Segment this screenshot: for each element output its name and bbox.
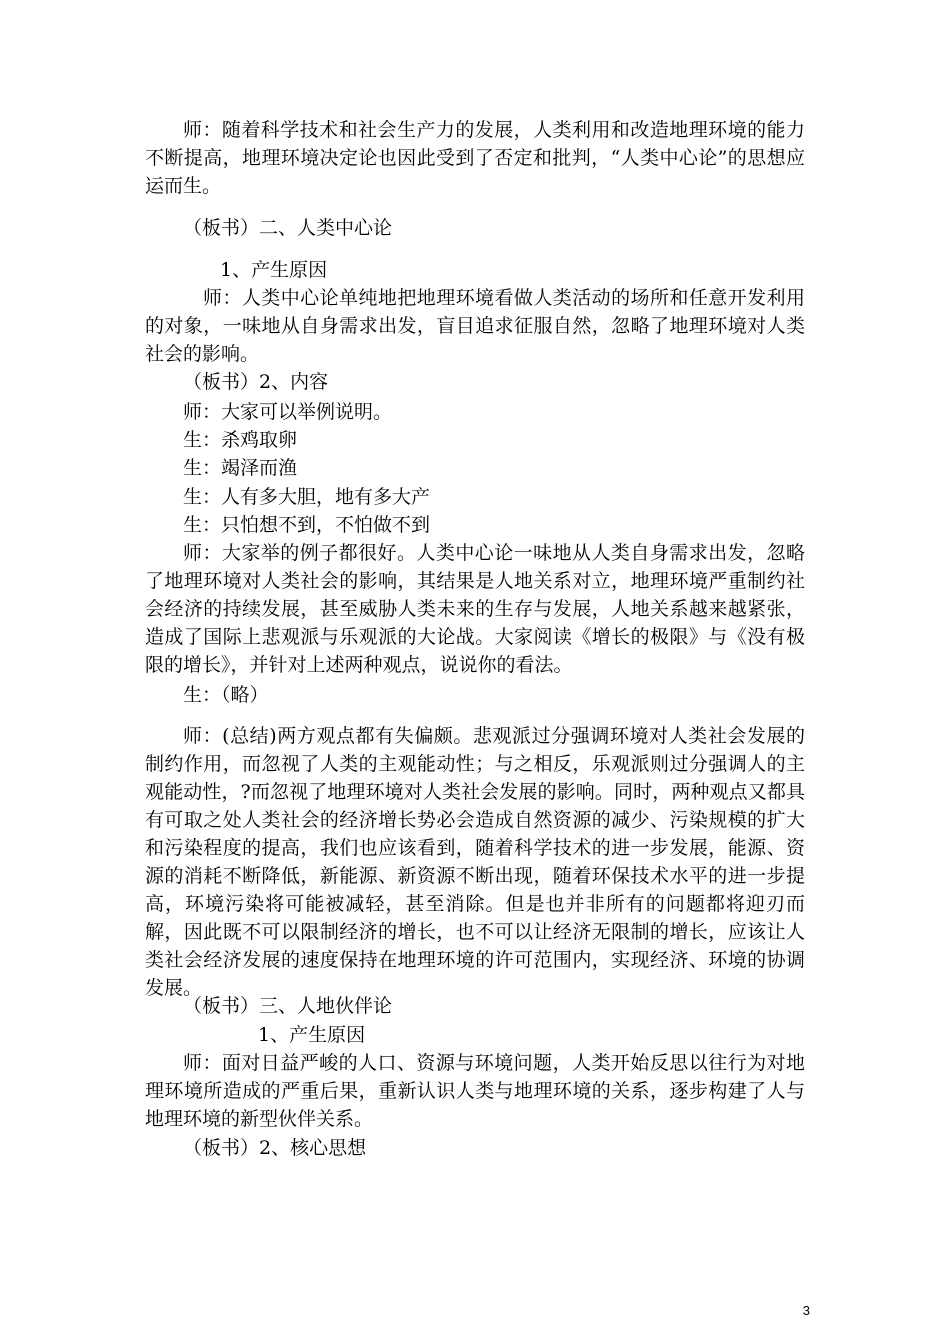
line-teacher-example: 师：大家可以举例说明。 bbox=[183, 401, 393, 423]
subheading-cause-2: 1、产生原因 bbox=[258, 1024, 366, 1046]
line-student-2: 生：竭泽而渔 bbox=[183, 457, 298, 479]
paragraph-teacher-debate: 师：大家举的例子都很好。人类中心论一味地从人类自身需求出发，忽略了地理环境对人类社会的影响，其结果是人地关系对立，地理环境严重制约社会经济的持续发展，甚至威胁人类未来的生存与发展，人地关系越来越紧张，造成了国际上悲观派与乐观派的大论战。大家阅读《增长的极限》与《没有极限的增长》，并针对上述两种观点，说说你的看法。 bbox=[145, 542, 805, 676]
heading-anthropocentrism: （板书）二、人类中心论 bbox=[183, 217, 393, 239]
paragraph-anthropocentrism-explain: 师：人类中心论单纯地把地理环境看做人类活动的场所和任意开发利用的对象，一味地从自身需求出发，盲目追求征服自然，忽略了地理环境对人类社会的影响。 bbox=[145, 287, 805, 365]
heading-partnership: （板书）三、人地伙伴论 bbox=[183, 995, 393, 1017]
line-student-4: 生：只怕想不到，不怕做不到 bbox=[183, 514, 431, 536]
paragraph-teacher-partnership: 师：面对日益严峻的人口、资源与环境问题，人类开始反思以往行为对地理环境所造成的严重后果，重新认识人类与地理环境的关系，逐步构建了人与地理环境的新型伙伴关系。 bbox=[145, 1052, 805, 1130]
subheading-content: （板书）2、内容 bbox=[183, 371, 329, 393]
line-student-omitted: 生：（略） bbox=[183, 684, 269, 706]
line-student-3: 生：人有多大胆，地有多大产 bbox=[183, 486, 431, 508]
paragraph-teacher-intro: 师：随着科学技术和社会生产力的发展，人类利用和改造地理环境的能力不断提高，地理环境决定论也因此受到了否定和批判，“人类中心论”的思想应运而生。 bbox=[145, 119, 805, 197]
page-number: 3 bbox=[802, 1303, 810, 1318]
paragraph-teacher-summary: 师：(总结)两方观点都有失偏颇。悲观派过分强调环境对人类社会发展的制约作用，而忽视了人类的主观能动性；与之相反，乐观派则过分强调人的主观能动性，?而忽视了地理环境对人类社会发展的影响。同时，两种观点又都具有可取之处人类社会的经济增长势必会造成自然资源的减少、污染规模的扩大和污染程度的提高，我们也应该看到，随着科学技术的进一步发展，能源、资源的消耗不断降低，新能源、新资源不断出现，随着环保技术水平的进一步提高，环境污染将可能被减轻，甚至消除。但是也并非所有的问题都将迎刃而解，因此既不可以限制经济的增长，也不可以让经济无限制的增长，应该让人类社会经济发展的速度保持在地理环境的许可范围内，实现经济、环境的协调发展。 bbox=[145, 725, 805, 999]
subheading-cause: 1、产生原因 bbox=[220, 259, 328, 281]
subheading-core-idea: （板书）2、核心思想 bbox=[183, 1137, 367, 1159]
line-student-1: 生：杀鸡取卵 bbox=[183, 429, 298, 451]
